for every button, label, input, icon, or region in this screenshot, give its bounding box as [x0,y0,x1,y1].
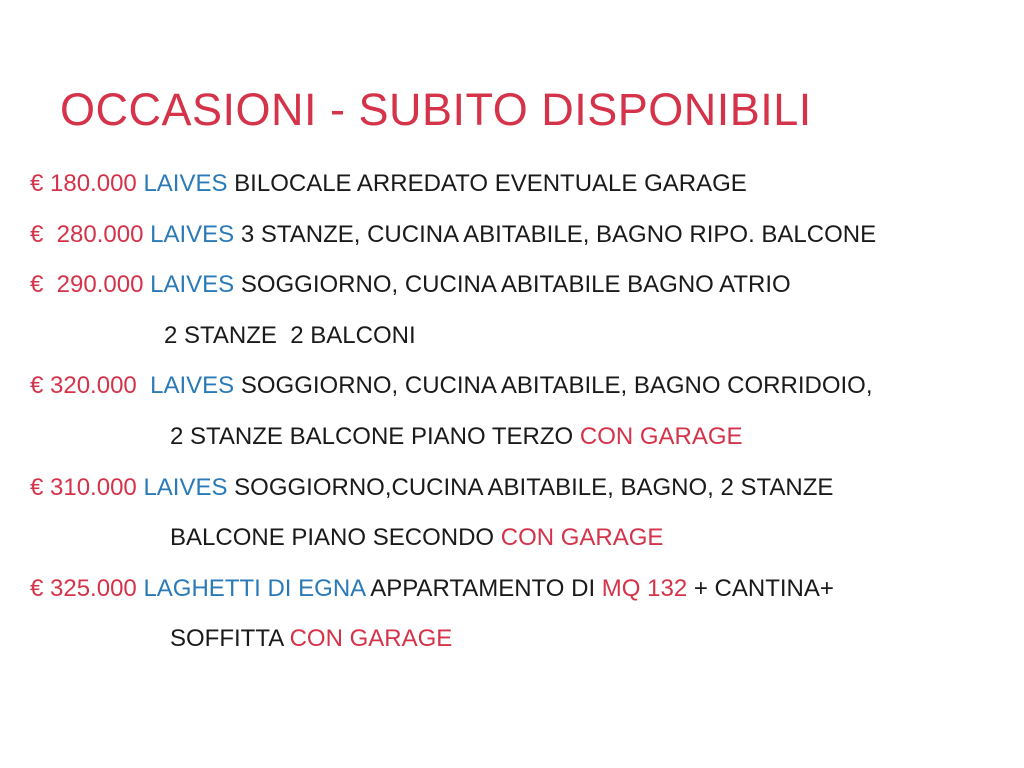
listing-5-description-2: BALCONE PIANO SECONDO [170,524,495,551]
listing-6-line-2 [170,624,452,654]
listing-1-price: € 180.000 [30,170,137,197]
listing-2-price: € 280.000 [30,221,144,248]
listing-4-line-2 [170,422,743,452]
listing-5-location: LAIVES [143,474,228,501]
listing-4-description: SOGGIORNO, CUCINA ABITABILE, BAGNO CORRIDOIO, [240,372,873,399]
listing-6-line-1 [30,574,834,604]
listing-1-description: BILOCALE ARREDATO EVENTUALE GARAGE [234,170,747,197]
listing-4-line-1 [30,371,873,401]
listing-4-location: LAIVES [150,372,235,399]
listing-6-description-2: SOFFITTA [170,625,283,652]
listing-1-line-1 [30,169,747,199]
listing-1-location: LAIVES [143,170,228,197]
listing-6-garage: CON GARAGE [289,625,453,652]
listing-3-line-1 [30,270,791,300]
listing-3-description: SOGGIORNO, CUCINA ABITABILE BAGNO ATRIO [240,271,791,298]
listing-6-price: € 325.000 [30,575,137,602]
listing-2-description: 3 STANZE, CUCINA ABITABILE, BAGNO RIPO. BALCONE [240,221,877,248]
listing-3-line-2 [164,321,416,351]
listing-2-location: LAIVES [150,221,235,248]
listing-3-price: € 290.000 [30,271,144,298]
listing-6-location: LAGHETTI DI EGNA [143,575,365,602]
page-title: OCCASIONI - SUBITO DISPONIBILI [60,84,812,135]
listing-6-description-after: + CANTINA+ [693,575,834,602]
listing-3-description-2: 2 STANZE 2 BALCONI [164,322,416,349]
listing-5-description: SOGGIORNO,CUCINA ABITABILE, BAGNO, 2 STANZE [234,474,834,501]
listing-5-line-2 [170,523,663,553]
listing-5-price: € 310.000 [30,474,137,501]
listing-4-garage: CON GARAGE [579,423,743,450]
listing-4-description-2: 2 STANZE BALCONE PIANO TERZO [170,423,574,450]
listing-2-line-1 [30,220,876,250]
listing-3-location: LAIVES [150,271,235,298]
listing-4-price: € 320.000 [30,372,137,399]
listing-5-line-1 [30,473,833,503]
listing-5-garage: CON GARAGE [500,524,664,551]
listing-6-description: APPARTAMENTO DI [370,575,596,602]
listing-6-area: MQ 132 [601,575,688,602]
